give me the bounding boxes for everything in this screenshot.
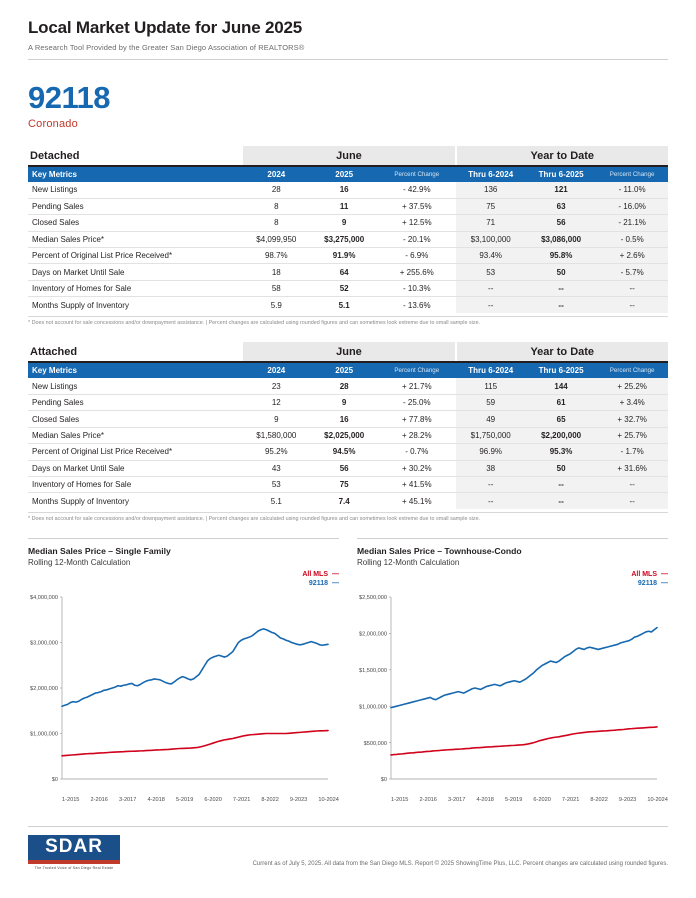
column-header-ytd-pct: Percent Change <box>596 166 668 182</box>
cell-ytd-prev: $1,750,000 <box>456 427 526 443</box>
chart-townhouse-condo <box>357 538 668 803</box>
table-name: Attached <box>28 342 242 362</box>
cell-ytd-pct: - 11.0% <box>596 182 668 198</box>
cell-month-pct: + 255.6% <box>378 264 455 280</box>
chart-legend <box>28 571 339 589</box>
cell-month-cur: 94.5% <box>310 444 378 460</box>
period-group-month: June <box>242 146 455 166</box>
table-row <box>28 411 668 427</box>
cell-month-cur: 11 <box>310 198 378 214</box>
x-tick: 8-2022 <box>590 796 608 803</box>
column-header-ytd-prev: Thru 6-2024 <box>456 166 526 182</box>
column-header-month-cur: 2025 <box>310 166 378 182</box>
table-row <box>28 248 668 264</box>
page-title: Local Market Update for June 2025 <box>28 18 302 37</box>
cell-month-cur: 16 <box>310 411 378 427</box>
chart-svg <box>357 591 661 791</box>
cell-month-pct: - 13.6% <box>402 300 431 310</box>
sdar-logo <box>28 835 120 870</box>
column-header-month-cur: 2025 <box>310 362 378 378</box>
cell-ytd-pct: + 25.2% <box>596 378 668 394</box>
cell-ytd-pct: + 31.6% <box>596 460 668 476</box>
cell-metric: Inventory of Homes for Sale <box>28 476 242 492</box>
column-header-ytd-cur: Thru 6-2025 <box>526 362 596 378</box>
cell-month-cur: 75 <box>310 476 378 492</box>
chart-single-family <box>28 538 339 803</box>
cell-month-cur: 52 <box>310 280 378 296</box>
x-tick: 3-2017 <box>118 796 137 803</box>
table-row <box>28 264 668 280</box>
cell-ytd-prev: -- <box>456 280 526 296</box>
cell-ytd-prev: 53 <box>456 264 526 280</box>
cell-month-prev: 9 <box>242 411 310 427</box>
cell-month-pct: + 41.5% <box>378 476 455 492</box>
cell-ytd-cur: -- <box>526 493 596 509</box>
legend-label-all-mls: All MLS <box>302 571 328 579</box>
chart-title: Median Sales Price – Townhouse-Condo <box>357 538 668 556</box>
cell-ytd-prev: $3,100,000 <box>456 231 526 247</box>
chart-subtitle: Rolling 12-Month Calculation <box>28 558 131 568</box>
cell-ytd-cur: -- <box>526 476 596 492</box>
cell-ytd-prev: 71 <box>456 215 526 231</box>
logo-accent-bar <box>28 860 120 864</box>
cell-ytd-pct: + 32.7% <box>596 411 668 427</box>
cell-ytd-pct: + 25.7% <box>596 427 668 443</box>
x-tick: 6-2020 <box>533 796 551 803</box>
cell-ytd-cur: 121 <box>526 182 596 198</box>
cell-ytd-pct: - 5.7% <box>596 264 668 280</box>
table-row <box>28 215 668 231</box>
logo-text: SDAR <box>28 835 120 860</box>
cell-month-prev: 43 <box>242 460 310 476</box>
cell-month-pct: - 6.9% <box>378 248 455 264</box>
cell-ytd-pct: -- <box>596 297 668 313</box>
table-row <box>28 378 668 394</box>
svg-text:$2,000,000: $2,000,000 <box>359 631 387 638</box>
column-header-month-prev: 2024 <box>242 166 310 182</box>
cell-metric: Days on Market Until Sale <box>28 460 242 476</box>
cell-month-cur: 56 <box>310 460 378 476</box>
cell-ytd-cur: 61 <box>526 395 596 411</box>
attached-table-body <box>28 378 668 509</box>
legend-label-zip: 92118 <box>637 580 657 587</box>
cell-ytd-prev: -- <box>456 297 526 313</box>
x-tick: 4-2018 <box>476 796 494 803</box>
x-tick: 7-2021 <box>561 796 580 803</box>
x-tick: 9-2023 <box>618 796 637 803</box>
page-footer <box>28 826 668 870</box>
x-tick: 3-2017 <box>447 796 466 803</box>
cell-metric: Median Sales Price* <box>28 231 242 247</box>
cell-month-pct: + 30.2% <box>378 460 455 476</box>
cell-month-prev: $4,099,950 <box>242 231 310 247</box>
cell-metric: Pending Sales <box>28 198 242 214</box>
column-header-month-pct: Percent Change <box>378 166 455 182</box>
legend-dash-icon: — <box>330 571 339 579</box>
table-column-header-row <box>28 166 668 182</box>
legend-dash-icon: — <box>659 571 668 579</box>
legend-entry-zip <box>357 580 668 589</box>
header-divider <box>28 59 668 60</box>
table-row <box>28 444 668 460</box>
cell-ytd-pct: + 2.6% <box>596 248 668 264</box>
cell-month-prev: 58 <box>242 280 310 296</box>
cell-month-prev: 8 <box>242 198 310 214</box>
detached-table-body <box>28 182 668 313</box>
cell-metric: New Listings <box>28 378 242 394</box>
cell-month-pct: + 77.8% <box>378 411 455 427</box>
cell-month-prev: 95.2% <box>242 444 310 460</box>
x-tick: 8-2022 <box>261 796 279 803</box>
svg-text:$0: $0 <box>380 776 387 783</box>
attached-table <box>28 342 668 509</box>
area-name: Coronado <box>28 118 78 130</box>
svg-text:$0: $0 <box>51 776 58 783</box>
cell-ytd-prev: 38 <box>456 460 526 476</box>
cell-month-pct: - 0.7% <box>378 444 455 460</box>
cell-ytd-cur: $2,200,000 <box>526 427 596 443</box>
chart-title: Median Sales Price – Single Family <box>28 538 339 556</box>
cell-ytd-prev: 96.9% <box>456 444 526 460</box>
cell-month-pct: + 37.5% <box>378 198 455 214</box>
x-tick: 4-2018 <box>147 796 165 803</box>
cell-ytd-pct: + 3.4% <box>596 395 668 411</box>
page-subtitle: A Research Tool Provided by the Greater San Diego Association of REALTORS® <box>28 43 305 52</box>
cell-month-pct: + 28.2% <box>378 427 455 443</box>
table-row <box>28 297 668 313</box>
table-row <box>28 460 668 476</box>
cell-month-pct: + 45.1% <box>401 496 432 506</box>
svg-text:$1,000,000: $1,000,000 <box>359 704 387 711</box>
svg-text:$2,000,000: $2,000,000 <box>30 685 58 692</box>
cell-month-prev: 5.1 <box>270 496 282 506</box>
cell-month-prev: 23 <box>242 378 310 394</box>
cell-ytd-cur: 50 <box>526 264 596 280</box>
cell-month-pct: - 10.3% <box>378 280 455 296</box>
period-group-month: June <box>242 342 455 362</box>
period-group-ytd: Year to Date <box>456 342 669 362</box>
legend-entry-all-mls <box>357 571 668 580</box>
x-tick: 10-2024 <box>647 796 668 803</box>
cell-ytd-prev: 59 <box>456 395 526 411</box>
cell-metric: Median Sales Price* <box>28 427 242 443</box>
column-header-ytd-prev: Thru 6-2024 <box>456 362 526 378</box>
attached-table-block <box>28 342 668 522</box>
cell-ytd-cur: 65 <box>526 411 596 427</box>
cell-ytd-prev: 75 <box>456 198 526 214</box>
table-row <box>28 280 668 296</box>
cell-ytd-cur: $3,086,000 <box>526 231 596 247</box>
column-header-month-pct: Percent Change <box>378 362 455 378</box>
column-header-month-prev: 2024 <box>242 362 310 378</box>
legend-label-all-mls: All MLS <box>631 571 657 579</box>
legend-dash-icon: — <box>659 580 668 587</box>
x-tick: 9-2023 <box>289 796 308 803</box>
chart-plot-area <box>28 591 339 796</box>
x-tick: 5-2019 <box>175 796 194 803</box>
cell-month-pct: - 42.9% <box>378 182 455 198</box>
cell-ytd-cur: 63 <box>526 198 596 214</box>
cell-metric: Months Supply of Inventory <box>32 496 129 506</box>
cell-ytd-cur: 144 <box>526 378 596 394</box>
cell-ytd-prev: 93.4% <box>456 248 526 264</box>
cell-month-pct: + 21.7% <box>378 378 455 394</box>
cell-ytd-cur: 95.3% <box>526 444 596 460</box>
legend-entry-zip <box>28 580 339 589</box>
zip-code: 92118 <box>28 80 110 115</box>
x-tick: 1-2015 <box>62 796 80 803</box>
cell-ytd-prev: 136 <box>456 182 526 198</box>
cell-month-cur: 9 <box>310 395 378 411</box>
cell-month-pct: - 20.1% <box>378 231 455 247</box>
cell-month-cur: 64 <box>310 264 378 280</box>
table-name: Detached <box>28 146 242 166</box>
cell-metric: Percent of Original List Price Received* <box>28 248 242 264</box>
cell-month-cur: 28 <box>310 378 378 394</box>
x-tick: 2-2016 <box>90 796 108 803</box>
cell-ytd-cur: -- <box>526 297 596 313</box>
svg-text:$4,000,000: $4,000,000 <box>30 594 58 601</box>
cell-month-cur: 91.9% <box>310 248 378 264</box>
cell-month-cur: 5.1 <box>338 300 350 310</box>
cell-ytd-cur: 50 <box>526 460 596 476</box>
chart-legend <box>357 571 668 589</box>
footer-note: Current as of July 5, 2025. All data from the San Diego MLS. Report © 2025 ShowingTime Plus, LLC. Percent changes are calculated using rounded figures. <box>252 861 668 867</box>
cell-month-prev: 98.7% <box>242 248 310 264</box>
table-group-header-row <box>28 146 668 166</box>
cell-ytd-pct: -- <box>596 493 668 509</box>
cell-month-cur: $3,275,000 <box>310 231 378 247</box>
cell-metric: Days on Market Until Sale <box>28 264 242 280</box>
cell-ytd-pct: - 0.5% <box>596 231 668 247</box>
cell-month-cur: 9 <box>310 215 378 231</box>
cell-metric: Closed Sales <box>28 215 242 231</box>
cell-month-pct: + 12.5% <box>378 215 455 231</box>
table-row <box>28 395 668 411</box>
svg-text:$500,000: $500,000 <box>363 740 387 747</box>
document-header <box>28 0 668 130</box>
cell-month-prev: 53 <box>242 476 310 492</box>
cell-month-cur: $2,025,000 <box>310 427 378 443</box>
cell-month-prev: $1,580,000 <box>242 427 310 443</box>
detached-table <box>28 146 668 313</box>
cell-ytd-prev: 49 <box>456 411 526 427</box>
detached-table-block <box>28 146 668 326</box>
svg-text:$2,500,000: $2,500,000 <box>359 594 387 601</box>
legend-dash-icon: — <box>330 580 339 587</box>
cell-month-prev: 12 <box>242 395 310 411</box>
chart-plot-area <box>357 591 668 796</box>
column-header-ytd-pct: Percent Change <box>596 362 668 378</box>
detached-footnote: * Does not account for sale concessions and/or downpayment assistance. | Percent changes are calculated using rounded figures and can sometimes look extreme due to small sample size. <box>28 316 668 326</box>
table-row <box>28 182 668 198</box>
chart-svg <box>28 591 332 791</box>
cell-ytd-cur: 56 <box>526 215 596 231</box>
x-tick: 7-2021 <box>232 796 251 803</box>
cell-metric: Closed Sales <box>28 411 242 427</box>
period-group-ytd: Year to Date <box>456 146 669 166</box>
legend-label-zip: 92118 <box>308 580 328 587</box>
cell-ytd-cur: 95.8% <box>526 248 596 264</box>
table-row <box>28 198 668 214</box>
table-row <box>28 231 668 247</box>
column-header-metric: Key Metrics <box>28 166 242 182</box>
svg-text:$1,500,000: $1,500,000 <box>359 667 387 674</box>
chart-subtitle: Rolling 12-Month Calculation <box>357 558 460 568</box>
cell-metric: Percent of Original List Price Received* <box>28 444 242 460</box>
cell-month-prev: 5.9 <box>270 300 282 310</box>
x-tick: 1-2015 <box>391 796 409 803</box>
cell-metric: Months Supply of Inventory <box>32 300 129 310</box>
cell-ytd-cur: -- <box>526 280 596 296</box>
cell-ytd-prev: -- <box>456 476 526 492</box>
x-tick: 10-2024 <box>318 796 339 803</box>
table-column-header-row <box>28 362 668 378</box>
cell-ytd-prev: -- <box>456 493 526 509</box>
svg-text:$1,000,000: $1,000,000 <box>30 731 58 738</box>
table-row <box>28 493 668 509</box>
logo-tagline: The Trusted Voice of San Diego Real Estate <box>34 866 114 870</box>
cell-month-prev: 18 <box>242 264 310 280</box>
cell-ytd-pct: -- <box>596 476 668 492</box>
cell-ytd-pct: - 16.0% <box>596 198 668 214</box>
legend-entry-all-mls <box>28 571 339 580</box>
attached-footnote: * Does not account for sale concessions and/or downpayment assistance. | Percent changes are calculated using rounded figures and can sometimes look extreme due to small sample size. <box>28 512 668 522</box>
svg-text:$3,000,000: $3,000,000 <box>30 640 58 647</box>
column-header-ytd-cur: Thru 6-2025 <box>526 166 596 182</box>
cell-metric: Pending Sales <box>28 395 242 411</box>
column-header-metric: Key Metrics <box>28 362 242 378</box>
cell-month-pct: - 25.0% <box>378 395 455 411</box>
cell-metric: New Listings <box>28 182 242 198</box>
cell-month-prev: 28 <box>242 182 310 198</box>
cell-month-cur: 16 <box>310 182 378 198</box>
table-group-header-row <box>28 342 668 362</box>
table-row <box>28 476 668 492</box>
x-tick: 2-2016 <box>419 796 437 803</box>
x-tick: 6-2020 <box>204 796 222 803</box>
cell-ytd-prev: 115 <box>456 378 526 394</box>
cell-ytd-pct: - 1.7% <box>596 444 668 460</box>
cell-month-prev: 8 <box>242 215 310 231</box>
table-row <box>28 427 668 443</box>
cell-metric: Inventory of Homes for Sale <box>28 280 242 296</box>
cell-month-cur: 7.4 <box>338 496 350 506</box>
x-tick: 5-2019 <box>504 796 523 803</box>
chart-x-axis-labels <box>357 797 668 803</box>
cell-ytd-pct: -- <box>596 280 668 296</box>
charts-section <box>28 538 668 803</box>
cell-ytd-pct: - 21.1% <box>596 215 668 231</box>
chart-x-axis-labels <box>28 797 339 803</box>
